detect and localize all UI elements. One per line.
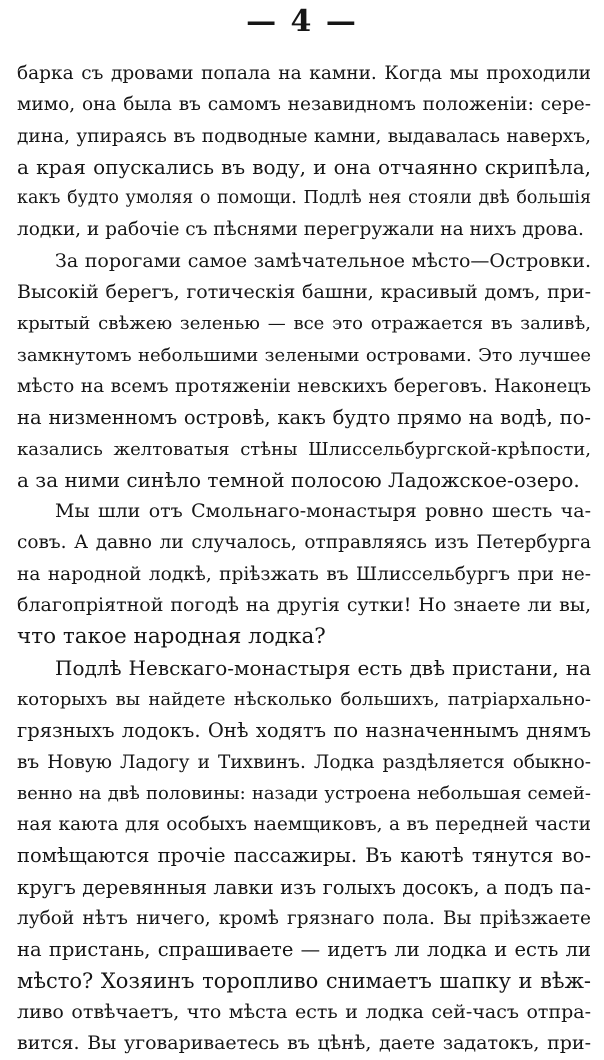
text-line: а края опускались въ воду, и она отчаянно скрипѣла, [17, 154, 591, 179]
text-line: совъ. А давно ли случалось, отправляясь изъ Петербурга [17, 532, 591, 554]
text-line: кругъ деревянныя лавки изъ голыхъ досокъ, а подъ па- [17, 875, 591, 899]
text-line: лодки, и рабочiе съ пѣснями перегружали на нихъ дрова. [17, 219, 584, 241]
text-line: ная каюта для особыхъ наемщиковъ, а въ передней части [17, 814, 591, 836]
text-line: грязныхъ лодокъ. Онѣ ходятъ по назначеннымъ днямъ [17, 719, 591, 743]
text-line: на народной лодкѣ, прiѣзжать въ Шлиссельбургъ при не- [17, 563, 591, 585]
text-line: а за ними синѣло темной полосою Ладожское-озеро. [17, 467, 580, 492]
text-line: что такое народная лодка? [17, 624, 326, 650]
text-line: какъ будто умоляя о помощи. Подлѣ нея стояли двѣ большiя [17, 188, 591, 209]
body-text [17, 58, 591, 1060]
text-line: вится. Вы уговариваетесь въ цѣнѣ, даете задатокъ, при- [17, 1032, 591, 1055]
text-line: которыхъ вы найдете нѣсколько большихъ, патрiархально- [17, 688, 591, 710]
text-line: Подлѣ Невскаго-монастыря есть двѣ пристани, на [55, 655, 591, 680]
text-line: ливо отвѣчаетъ, что мѣста есть и лодка сей-часъ отпра- [17, 1000, 591, 1023]
text-line: крытый свѣжею зеленью — все это отражается въ заливѣ, [17, 313, 591, 335]
page-number: — 4 — [246, 4, 358, 39]
text-line: помѣщаются прочiе пассажиры. Въ каютѣ тянутся во- [17, 844, 591, 868]
text-line: Мы шли отъ Смольнаго-монастыря ровно шесть ча- [55, 500, 591, 523]
text-line: лубой нѣтъ ничего, кромѣ грязнаго пола. Вы прiѣзжаете [17, 908, 591, 930]
text-line: въ Новую Ладогу и Тихвинъ. Лодка раздѣляется обыкно- [17, 751, 591, 773]
text-line: венно на двѣ половины: назади устроена небольшая семей- [17, 782, 591, 804]
text-line: мѣсто? Хозяинъ торопливо снимаетъ шапку и вѣж- [17, 968, 591, 993]
text-line: замкнутомъ небольшими зелеными островами. Это лучшее [17, 344, 591, 366]
text-line: на низменномъ островѣ, какъ будто прямо на водѣ, по- [17, 406, 591, 430]
text-line: Высокiй берегъ, готическiя башни, красивый домъ, при- [17, 281, 591, 304]
text-line: мѣсто на всемъ протяженiи невскихъ береговъ. Наконецъ [17, 375, 591, 397]
text-line: дина, упираясь въ подводные камни, выдавалась наверхъ, [17, 125, 591, 147]
text-line: благопрiятной погодѣ на другiя сутки! Но знаете ли вы, [17, 594, 591, 617]
text-line: мимо, она была въ самомъ незавидномъ положенiи: сере- [17, 94, 591, 116]
text-line: За порогами самое замѣчательное мѣсто—Островки. [55, 249, 591, 272]
text-line: казались желтоватыя стѣны Шлиссельбургской-крѣпости, [17, 438, 591, 460]
text-line: барка съ дровами попала на камни. Когда мы проходили [17, 63, 591, 84]
text-line: на пристань, спрашиваете — идетъ ли лодка и есть ли [17, 938, 591, 962]
